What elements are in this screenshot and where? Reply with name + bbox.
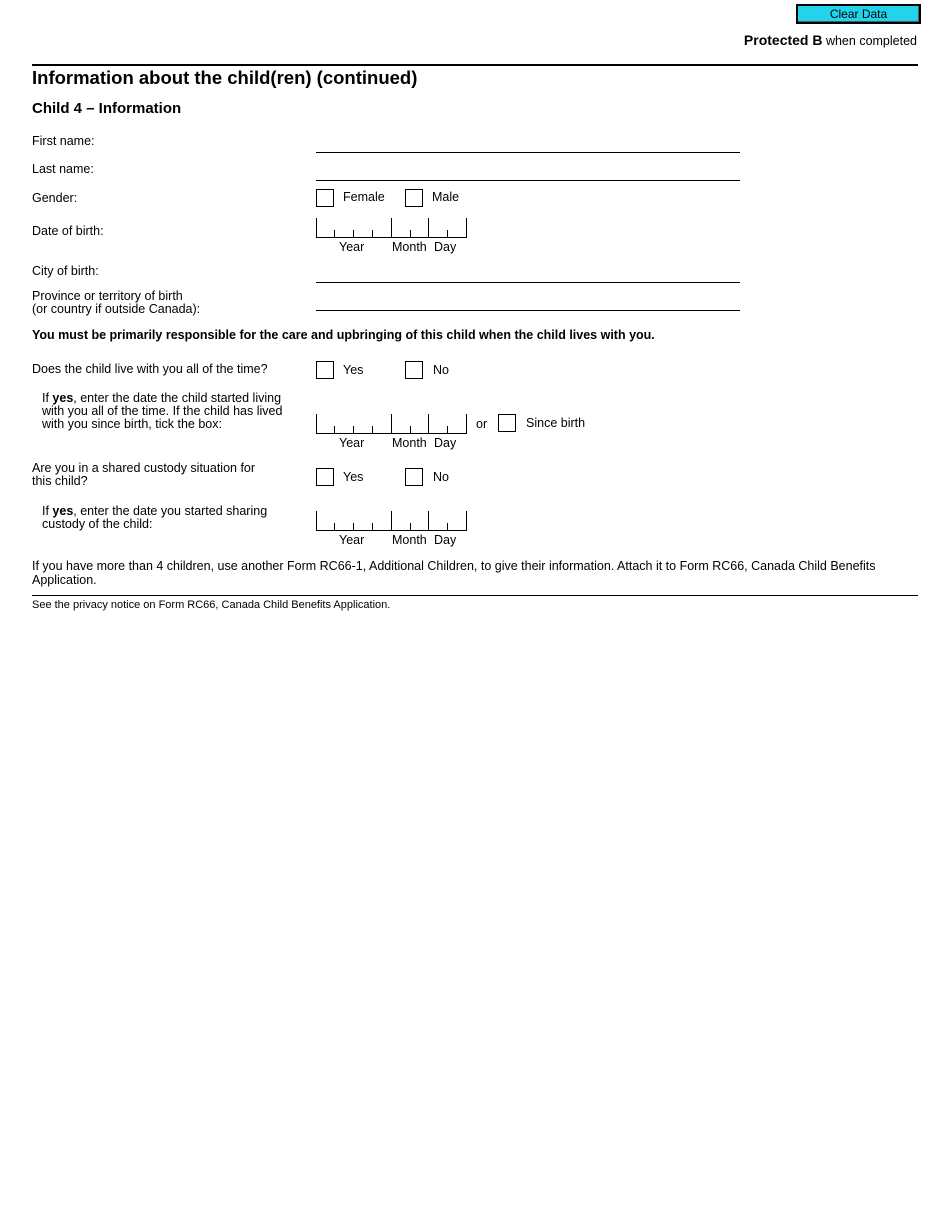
live-if-prefix: If	[42, 391, 53, 405]
province-label-line2: (or country if outside Canada):	[32, 302, 201, 316]
protected-b-suffix: when completed	[822, 34, 917, 48]
custody-start-date-input[interactable]	[316, 511, 467, 531]
last-name-input[interactable]	[316, 180, 740, 181]
custody-if-line2: custody of the child:	[42, 517, 153, 531]
custody-if-yes-instructions	[42, 505, 267, 531]
live-if-yes-bold: yes	[52, 391, 74, 405]
additional-children-note: If you have more than 4 children, use another Form RC66-1, Additional Children, to give their information. Attach it to Form RC66, Canada Child Benefits Application.	[32, 559, 876, 587]
last-name-label: Last name:	[32, 162, 94, 176]
province-label-line1: Province or territory of birth	[32, 289, 183, 303]
live-no-checkbox[interactable]	[405, 361, 423, 379]
since-birth-checkbox[interactable]	[498, 414, 516, 432]
live-start-date-input[interactable]	[316, 414, 467, 434]
live-question-label: Does the child live with you all of the time?	[32, 362, 268, 376]
since-birth-label: Since birth	[526, 416, 586, 430]
gender-male-label: Male	[432, 190, 460, 204]
date-of-birth-input[interactable]	[316, 218, 467, 238]
city-of-birth-label: City of birth:	[32, 264, 99, 278]
gender-female-checkbox[interactable]	[316, 189, 334, 207]
custody-if-line1: , enter the date you started sharing	[73, 504, 268, 518]
footer-divider	[32, 595, 918, 596]
gender-label: Gender:	[32, 191, 78, 205]
live-if-line3: with you since birth, tick the box:	[42, 417, 222, 431]
gender-male-checkbox[interactable]	[405, 189, 423, 207]
custody-yes-checkbox[interactable]	[316, 468, 334, 486]
custody-no-checkbox[interactable]	[405, 468, 423, 486]
first-name-input[interactable]	[316, 152, 740, 153]
custody-day-label: Day	[434, 533, 457, 547]
live-month-label: Month	[392, 436, 427, 450]
or-label: or	[476, 417, 488, 431]
date-of-birth-label: Date of birth:	[32, 224, 104, 238]
top-divider	[32, 64, 918, 66]
live-day-label: Day	[434, 436, 457, 450]
dob-day-label: Day	[434, 240, 457, 254]
custody-if-prefix: If	[42, 504, 53, 518]
dob-year-label: Year	[339, 240, 365, 254]
clear-data-button[interactable]: Clear Data	[796, 4, 921, 24]
live-no-label: No	[433, 363, 449, 377]
custody-line1: Are you in a shared custody situation for	[32, 461, 256, 475]
responsibility-note: You must be primarily responsible for the care and upbringing of this child when the child lives with you.	[32, 328, 655, 342]
page-title: Information about the child(ren) (continued)	[32, 67, 418, 88]
live-yes-checkbox[interactable]	[316, 361, 334, 379]
city-of-birth-input[interactable]	[316, 282, 740, 283]
privacy-notice: See the privacy notice on Form RC66, Canada Child Benefits Application.	[32, 599, 391, 611]
live-if-line1: , enter the date the child started living	[73, 391, 282, 405]
protected-b-notice	[744, 32, 917, 48]
first-name-label: First name:	[32, 134, 95, 148]
gender-female-label: Female	[343, 190, 385, 204]
custody-no-label: No	[433, 470, 449, 484]
custody-if-yes-bold: yes	[52, 504, 74, 518]
custody-line2: this child?	[32, 474, 88, 488]
live-if-line2: with you all of the time. If the child has lived	[42, 404, 283, 418]
custody-question-label	[32, 462, 255, 488]
live-year-label: Year	[339, 436, 365, 450]
live-yes-label: Yes	[343, 363, 364, 377]
dob-month-label: Month	[392, 240, 427, 254]
custody-yes-label: Yes	[343, 470, 364, 484]
live-if-yes-instructions	[42, 392, 282, 431]
protected-b-label: Protected B	[743, 32, 823, 48]
custody-year-label: Year	[339, 533, 365, 547]
province-of-birth-input[interactable]	[316, 310, 740, 311]
province-of-birth-label	[32, 290, 200, 316]
custody-month-label: Month	[392, 533, 427, 547]
section-title: Child 4 – Information	[32, 100, 182, 117]
